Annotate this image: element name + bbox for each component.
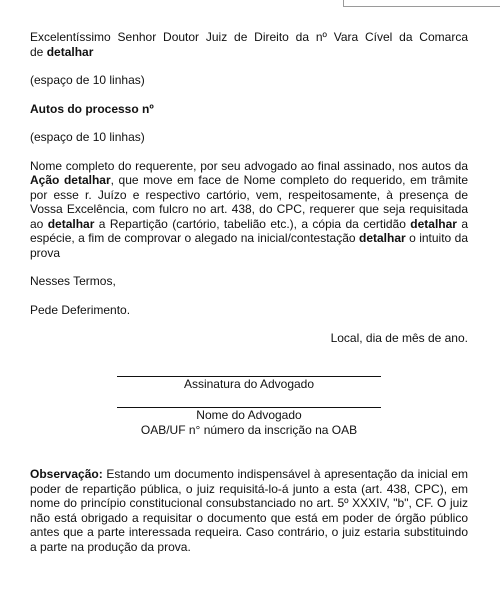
body-bold-4: detalhar [359,231,406,245]
salutation-line-1: Excelentíssimo Senhor Doutor Juiz de Direito da nº Vara Cível da Comarca [30,30,468,44]
closing-terms: Nesses Termos, [30,274,116,288]
salutation-prefix: de [30,44,47,59]
window-tab [343,0,500,7]
closing-request: Pede Deferimento. [30,302,131,317]
space-note-1: (espaço de 10 linhas) [30,73,145,87]
body-paragraph [30,159,468,261]
space-note-2: (espaço de 10 linhas) [30,130,145,144]
body-text-3: a Repartição (cartório, tabelião etc.), a cópia da certidão [94,216,411,231]
salutation-line-2 [30,45,468,60]
body-bold-3: detalhar [410,216,457,231]
observation-paragraph [30,467,468,554]
body-text-5: o intuito da prova [30,231,468,260]
process-heading: Autos do processo nº [30,101,154,116]
lawyer-name: Nome do Advogado [117,407,381,423]
observation-label: Observação: [30,467,103,481]
window-top-edge [0,0,500,10]
body-text-2: , que move em face de Nome completo do requerido, em trâmite por esse r. Juízo e respectivo cartório, vem, respeitosamente, à presença de Vossa Excelência, com fulcro no art. 438, do CPC, requerer que seja requisitada ao [30,173,469,231]
body-text-4: a espécie, a fim de comprovar o alegado na inicial/contestação [30,216,468,245]
place-date: Local, dia de mês de ano. [330,331,468,345]
observation-text: Estando um documento indispensável à apresentação da inicial em poder de repartição pública, o juiz requisitá-lo-á junto a esta (art. 438, CPC), em nome do princípio constitucional consubstanciado no art. 5º XXXIV, "b", CF. O juiz não está obrigado a requisitar o documento que está em poder de órgão público antes que a parte interessada requeira. Caso contrário, o juiz estaria substituindo a parte na produção da prova. [30,467,468,554]
document-body [30,30,468,554]
lawyer-oab: OAB/UF n° número da inscrição na OAB [140,422,358,437]
salutation-placeholder: detalhar [46,44,94,59]
body-bold-action: Ação detalhar [30,173,111,187]
signature-label: Assinatura do Advogado [183,376,315,391]
body-bold-2: detalhar [47,216,95,231]
body-text-1: Nome completo do requerente, por seu advogado ao final assinado, nos autos da [30,158,468,173]
